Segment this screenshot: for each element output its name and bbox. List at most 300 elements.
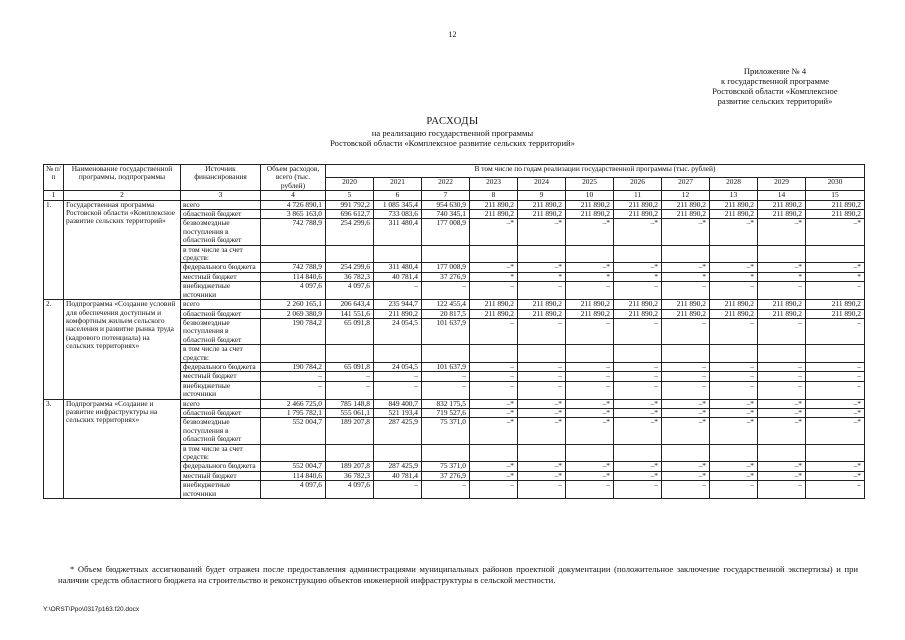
header-year: 2021 <box>374 178 422 191</box>
year-value-cell: –* <box>614 418 662 444</box>
year-value-cell: –* <box>806 263 865 272</box>
year-value-cell: – <box>710 381 758 399</box>
column-index-cell: 3 <box>181 191 261 200</box>
year-value-cell <box>566 444 614 462</box>
year-value-cell: 287 425,9 <box>374 462 422 471</box>
year-value-cell <box>758 444 806 462</box>
year-value-cell: 75 371,0 <box>422 462 470 471</box>
year-value-cell: – <box>662 318 710 344</box>
column-index-cell: 9 <box>518 191 566 200</box>
year-value-cell: 287 425,9 <box>374 418 422 444</box>
year-value-cell: 75 371,0 <box>422 418 470 444</box>
total-cell: 742 788,9 <box>261 263 326 272</box>
column-index-cell: 2 <box>64 191 181 200</box>
year-value-cell: 733 083,6 <box>374 210 422 219</box>
funding-source: всего <box>181 200 261 209</box>
year-value-cell: 211 890,2 <box>614 200 662 209</box>
year-value-cell: –* <box>758 418 806 444</box>
year-value-cell: – <box>566 282 614 300</box>
year-value-cell: – <box>614 318 662 344</box>
section-name: Подпрограмма «Создание и развитие инфраструктуры на сельских территориях» <box>64 399 181 498</box>
year-value-cell <box>806 444 865 462</box>
year-value-cell: 211 890,2 <box>806 309 865 318</box>
year-value-cell: –* <box>758 471 806 480</box>
year-value-cell: – <box>422 481 470 499</box>
year-value-cell: 211 890,2 <box>758 200 806 209</box>
year-value-cell: – <box>710 362 758 371</box>
year-value-cell: 991 792,2 <box>326 200 374 209</box>
funding-source: федерального бюджета <box>181 263 261 272</box>
appendix-line: к государственной программе <box>720 76 830 86</box>
year-value-cell: – <box>806 282 865 300</box>
year-value-cell: – <box>662 381 710 399</box>
year-value-cell: –* <box>710 462 758 471</box>
year-value-cell: –* <box>470 471 518 480</box>
year-value-cell: –* <box>518 263 566 272</box>
year-value-cell: – <box>422 372 470 381</box>
year-value-cell: –* <box>614 399 662 408</box>
year-value-cell: –* <box>518 418 566 444</box>
header-year: 2026 <box>614 178 662 191</box>
year-value-cell <box>422 444 470 462</box>
column-index-cell: 15 <box>806 191 865 200</box>
year-value-cell: 211 890,2 <box>710 309 758 318</box>
year-value-cell: 311 480,4 <box>374 263 422 272</box>
year-value-cell: 206 643,4 <box>326 300 374 309</box>
year-value-cell: –* <box>470 263 518 272</box>
column-index-cell: 10 <box>566 191 614 200</box>
funding-source: всего <box>181 399 261 408</box>
year-value-cell <box>470 245 518 263</box>
year-value-cell: –* <box>518 219 566 245</box>
year-value-cell: * <box>758 272 806 281</box>
year-value-cell <box>326 245 374 263</box>
funding-source: внебюджетные источники <box>181 381 261 399</box>
year-value-cell: – <box>518 372 566 381</box>
year-value-cell: – <box>422 381 470 399</box>
year-value-cell: * <box>470 272 518 281</box>
year-value-cell: 521 193,4 <box>374 408 422 417</box>
header-years-group: В том числе по годам реализации государственной программы (тыс. рублей) <box>326 165 865 178</box>
header-year: 2023 <box>470 178 518 191</box>
page-number: 12 <box>448 30 457 39</box>
section-number: 3. <box>44 399 64 498</box>
year-value-cell: – <box>614 372 662 381</box>
year-value-cell: 211 890,2 <box>758 210 806 219</box>
year-value-cell: 555 061,1 <box>326 408 374 417</box>
total-cell: 4 726 890,1 <box>261 200 326 209</box>
year-value-cell: –* <box>758 462 806 471</box>
year-value-cell: –* <box>518 399 566 408</box>
year-value-cell: – <box>758 282 806 300</box>
year-value-cell: 211 890,2 <box>566 309 614 318</box>
year-value-cell: 211 890,2 <box>662 200 710 209</box>
year-value-cell: 40 781,4 <box>374 272 422 281</box>
year-value-cell: 211 890,2 <box>614 210 662 219</box>
year-value-cell: –* <box>662 418 710 444</box>
year-value-cell: 211 890,2 <box>566 300 614 309</box>
year-value-cell: –* <box>710 219 758 245</box>
funding-source: местный бюджет <box>181 471 261 480</box>
year-value-cell: 4 097,6 <box>326 481 374 499</box>
funding-source: внебюджетные источники <box>181 282 261 300</box>
year-value-cell: –* <box>470 219 518 245</box>
section-name: Государственная программа Ростовской области «Комплексное развитие сельских территорий» <box>64 200 181 299</box>
year-value-cell: – <box>758 372 806 381</box>
year-value-cell: 211 890,2 <box>518 309 566 318</box>
column-index-cell: 7 <box>422 191 470 200</box>
year-value-cell: 40 781,4 <box>374 471 422 480</box>
year-value-cell: –* <box>518 408 566 417</box>
table-row <box>44 300 865 309</box>
document-title <box>0 117 905 149</box>
year-value-cell: –* <box>614 219 662 245</box>
year-value-cell: – <box>518 481 566 499</box>
year-value-cell: * <box>710 272 758 281</box>
year-value-cell: 211 890,2 <box>662 309 710 318</box>
table-row <box>44 399 865 408</box>
year-value-cell <box>710 245 758 263</box>
year-value-cell: –* <box>806 219 865 245</box>
total-cell: 552 004,7 <box>261 462 326 471</box>
year-value-cell: – <box>758 362 806 371</box>
year-value-cell: 65 091,8 <box>326 362 374 371</box>
year-value-cell: * <box>662 272 710 281</box>
year-value-cell: –* <box>806 418 865 444</box>
year-value-cell: 20 817,5 <box>422 309 470 318</box>
year-value-cell <box>806 345 865 363</box>
total-cell: – <box>261 381 326 399</box>
year-value-cell: – <box>374 282 422 300</box>
funding-source: областной бюджет <box>181 210 261 219</box>
year-value-cell: 211 890,2 <box>470 210 518 219</box>
year-value-cell: –* <box>806 471 865 480</box>
year-value-cell: –* <box>518 462 566 471</box>
year-value-cell: – <box>566 372 614 381</box>
year-value-cell: 1 085 345,4 <box>374 200 422 209</box>
title-subtitle: на реализацию государственной программы <box>371 127 534 138</box>
year-value-cell: – <box>662 362 710 371</box>
year-value-cell <box>614 444 662 462</box>
column-index-cell: 6 <box>374 191 422 200</box>
year-value-cell: * <box>518 272 566 281</box>
year-value-cell: 740 345,1 <box>422 210 470 219</box>
year-value-cell <box>758 345 806 363</box>
year-value-cell: 211 890,2 <box>374 309 422 318</box>
funding-source: безвозмездные поступления в областной бюджет <box>181 219 261 245</box>
total-cell: 2 260 165,1 <box>261 300 326 309</box>
year-value-cell: –* <box>614 263 662 272</box>
year-value-cell: – <box>710 372 758 381</box>
year-value-cell <box>758 245 806 263</box>
year-value-cell: – <box>374 372 422 381</box>
section-name: Подпрограмма «Создание условий для обеспечения доступным и комфортным жильем сельского населения и развитие рынка труда (кадрового потенциала) на сельских территориях» <box>64 300 181 399</box>
header-num: № п/п <box>44 165 64 191</box>
year-value-cell: – <box>806 372 865 381</box>
column-index-cell: 1 <box>44 191 64 200</box>
total-cell: 3 865 163,0 <box>261 210 326 219</box>
year-value-cell: – <box>614 282 662 300</box>
total-cell: 2 466 725,0 <box>261 399 326 408</box>
year-value-cell: – <box>806 481 865 499</box>
total-cell: – <box>261 372 326 381</box>
year-value-cell: – <box>470 372 518 381</box>
header-year: 2022 <box>422 178 470 191</box>
year-value-cell: – <box>662 372 710 381</box>
section-number: 1. <box>44 200 64 299</box>
year-value-cell: –* <box>566 219 614 245</box>
year-value-cell: – <box>374 481 422 499</box>
year-value-cell <box>518 345 566 363</box>
year-value-cell: 211 890,2 <box>518 210 566 219</box>
year-value-cell: –* <box>758 219 806 245</box>
year-value-cell: 101 637,9 <box>422 362 470 371</box>
year-value-cell: –* <box>614 462 662 471</box>
header-total: Объем расходов, всего (тыс. рублей) <box>261 165 326 191</box>
year-value-cell <box>710 444 758 462</box>
year-value-cell: 37 276,9 <box>422 272 470 281</box>
year-value-cell <box>422 245 470 263</box>
year-value-cell: 211 890,2 <box>710 300 758 309</box>
funding-source: безвозмездные поступления в областной бюджет <box>181 318 261 344</box>
year-value-cell <box>518 444 566 462</box>
year-value-cell <box>470 444 518 462</box>
year-value-cell: 954 630,9 <box>422 200 470 209</box>
year-value-cell: 235 944,7 <box>374 300 422 309</box>
column-index-cell: 4 <box>261 191 326 200</box>
section-number: 2. <box>44 300 64 399</box>
year-value-cell <box>374 444 422 462</box>
year-value-cell: 37 276,9 <box>422 471 470 480</box>
year-value-cell: 832 175,5 <box>422 399 470 408</box>
header-year: 2025 <box>566 178 614 191</box>
year-value-cell: –* <box>662 462 710 471</box>
year-value-cell: – <box>614 362 662 371</box>
year-value-cell: – <box>470 282 518 300</box>
year-value-cell: 24 054,5 <box>374 318 422 344</box>
expenses-table <box>43 164 865 499</box>
total-cell: 742 788,9 <box>261 219 326 245</box>
year-value-cell: – <box>566 318 614 344</box>
funding-source: безвозмездные поступления в областной бюджет <box>181 418 261 444</box>
appendix-line: Ростовской области «Комплексное <box>712 86 838 96</box>
appendix-line: Приложение № 4 <box>743 66 807 76</box>
year-value-cell: –* <box>806 399 865 408</box>
year-value-cell: – <box>566 481 614 499</box>
year-value-cell: 36 782,3 <box>326 272 374 281</box>
year-value-cell <box>374 345 422 363</box>
year-value-cell: –* <box>806 408 865 417</box>
year-value-cell: 65 091,8 <box>326 318 374 344</box>
year-value-cell <box>662 245 710 263</box>
year-value-cell: –* <box>566 399 614 408</box>
year-value-cell: – <box>470 318 518 344</box>
year-value-cell: – <box>710 318 758 344</box>
year-value-cell: –* <box>758 399 806 408</box>
year-value-cell: – <box>374 381 422 399</box>
year-value-cell: 211 890,2 <box>806 300 865 309</box>
total-cell: 552 004,7 <box>261 418 326 444</box>
header-year: 2029 <box>758 178 806 191</box>
year-value-cell: 141 551,6 <box>326 309 374 318</box>
year-value-cell: * <box>566 272 614 281</box>
year-value-cell: – <box>710 282 758 300</box>
funding-source: всего <box>181 300 261 309</box>
year-value-cell: – <box>662 481 710 499</box>
year-value-cell: –* <box>662 408 710 417</box>
total-cell: 190 784,2 <box>261 318 326 344</box>
year-value-cell: 211 890,2 <box>710 210 758 219</box>
year-value-cell <box>662 345 710 363</box>
file-path: Y:\ORST\Ppo\0317p163.f20.docx <box>43 606 140 613</box>
year-value-cell: – <box>566 381 614 399</box>
year-value-cell: –* <box>758 263 806 272</box>
total-cell: 190 784,2 <box>261 362 326 371</box>
year-value-cell: –* <box>806 462 865 471</box>
year-value-cell: 177 008,9 <box>422 219 470 245</box>
year-value-cell: –* <box>566 418 614 444</box>
year-value-cell: 211 890,2 <box>662 300 710 309</box>
year-value-cell: 211 890,2 <box>614 309 662 318</box>
year-value-cell: 122 455,4 <box>422 300 470 309</box>
year-value-cell: –* <box>662 399 710 408</box>
year-value-cell: 254 299,6 <box>326 263 374 272</box>
total-cell: 114 840,6 <box>261 272 326 281</box>
year-value-cell: – <box>710 481 758 499</box>
year-value-cell: 211 890,2 <box>470 309 518 318</box>
year-value-cell: – <box>806 362 865 371</box>
year-value-cell: 189 207,8 <box>326 418 374 444</box>
year-value-cell: – <box>566 362 614 371</box>
total-cell: 114 840,6 <box>261 471 326 480</box>
year-value-cell: –* <box>710 418 758 444</box>
title-subtitle: Ростовской области «Комплексное развитие сельских территорий» <box>330 138 575 148</box>
year-value-cell: 849 400,7 <box>374 399 422 408</box>
funding-source: федерального бюджета <box>181 362 261 371</box>
year-value-cell: –* <box>518 471 566 480</box>
year-value-cell: –* <box>470 418 518 444</box>
year-value-cell: – <box>518 318 566 344</box>
year-value-cell: – <box>806 381 865 399</box>
year-value-cell: –* <box>758 408 806 417</box>
year-value-cell: 254 299,6 <box>326 219 374 245</box>
year-value-cell: –* <box>614 408 662 417</box>
table-index-row <box>44 191 865 200</box>
funding-source: местный бюджет <box>181 272 261 281</box>
year-value-cell <box>326 444 374 462</box>
year-value-cell: 785 148,8 <box>326 399 374 408</box>
header-name: Наименование государственной программы, подпрограммы <box>64 165 181 191</box>
year-value-cell: –* <box>710 263 758 272</box>
total-cell: 4 097,6 <box>261 282 326 300</box>
title-main: РАСХОДЫ <box>426 116 479 127</box>
column-index-cell: 12 <box>662 191 710 200</box>
year-value-cell <box>422 345 470 363</box>
year-value-cell <box>326 345 374 363</box>
year-value-cell: 211 890,2 <box>806 200 865 209</box>
year-value-cell: –* <box>662 219 710 245</box>
year-value-cell <box>662 444 710 462</box>
year-value-cell: – <box>470 362 518 371</box>
year-value-cell <box>614 245 662 263</box>
year-value-cell <box>710 345 758 363</box>
year-value-cell: –* <box>662 263 710 272</box>
year-value-cell: * <box>614 272 662 281</box>
header-source: Источник финансирования <box>181 165 261 191</box>
year-value-cell: –* <box>470 408 518 417</box>
funding-source: внебюджетные источники <box>181 481 261 499</box>
year-value-cell: –* <box>566 408 614 417</box>
year-value-cell: 696 612,7 <box>326 210 374 219</box>
total-cell: 1 795 782,1 <box>261 408 326 417</box>
total-cell: 4 097,6 <box>261 481 326 499</box>
appendix-line: развитие сельских территорий» <box>717 96 833 106</box>
header-year: 2020 <box>326 178 374 191</box>
year-value-cell: –* <box>566 462 614 471</box>
total-cell <box>261 245 326 263</box>
year-value-cell: 211 890,2 <box>806 210 865 219</box>
year-value-cell: * <box>806 272 865 281</box>
year-value-cell: – <box>518 282 566 300</box>
year-value-cell: – <box>470 381 518 399</box>
year-value-cell: 189 207,8 <box>326 462 374 471</box>
year-value-cell: 4 097,6 <box>326 282 374 300</box>
year-value-cell: – <box>518 381 566 399</box>
year-value-cell <box>614 345 662 363</box>
year-value-cell: – <box>470 481 518 499</box>
table-header-row <box>44 165 865 178</box>
year-value-cell <box>806 245 865 263</box>
year-value-cell: – <box>758 381 806 399</box>
year-value-cell: 211 890,2 <box>566 200 614 209</box>
year-value-cell: – <box>614 381 662 399</box>
year-value-cell: 211 890,2 <box>518 300 566 309</box>
year-value-cell: 211 890,2 <box>710 200 758 209</box>
header-year: 2028 <box>710 178 758 191</box>
year-value-cell: –* <box>470 462 518 471</box>
year-value-cell: 311 480,4 <box>374 219 422 245</box>
funding-source: федерального бюджета <box>181 462 261 471</box>
year-value-cell: 211 890,2 <box>470 200 518 209</box>
footnote: * Объем бюджетных ассигнований будет отражен после предоставления администрациями муниципальных районов проектной документации (положительное заключение государственной экспертизы) и при наличии средств областного бюджета на строительство и реконструкцию объектов инженерной инфраструктуры в сельской местности. <box>58 564 858 585</box>
total-cell <box>261 444 326 462</box>
year-value-cell: –* <box>566 263 614 272</box>
column-index-cell: 8 <box>470 191 518 200</box>
year-value-cell: –* <box>566 471 614 480</box>
year-value-cell: – <box>614 481 662 499</box>
year-value-cell: 211 890,2 <box>758 309 806 318</box>
year-value-cell <box>566 245 614 263</box>
year-value-cell <box>470 345 518 363</box>
column-index-cell: 13 <box>710 191 758 200</box>
table-row <box>44 200 865 209</box>
year-value-cell <box>374 245 422 263</box>
year-value-cell: 211 890,2 <box>518 200 566 209</box>
year-value-cell: – <box>326 372 374 381</box>
year-value-cell: – <box>662 282 710 300</box>
year-value-cell: 211 890,2 <box>470 300 518 309</box>
total-cell <box>261 345 326 363</box>
year-value-cell: 211 890,2 <box>614 300 662 309</box>
column-index-cell: 11 <box>614 191 662 200</box>
appendix-header <box>650 66 900 106</box>
funding-source: областной бюджет <box>181 408 261 417</box>
funding-source: в том числе за счет средств: <box>181 245 261 263</box>
year-value-cell: –* <box>710 408 758 417</box>
funding-source: местный бюджет <box>181 372 261 381</box>
year-value-cell: – <box>806 318 865 344</box>
year-value-cell: 24 054,5 <box>374 362 422 371</box>
